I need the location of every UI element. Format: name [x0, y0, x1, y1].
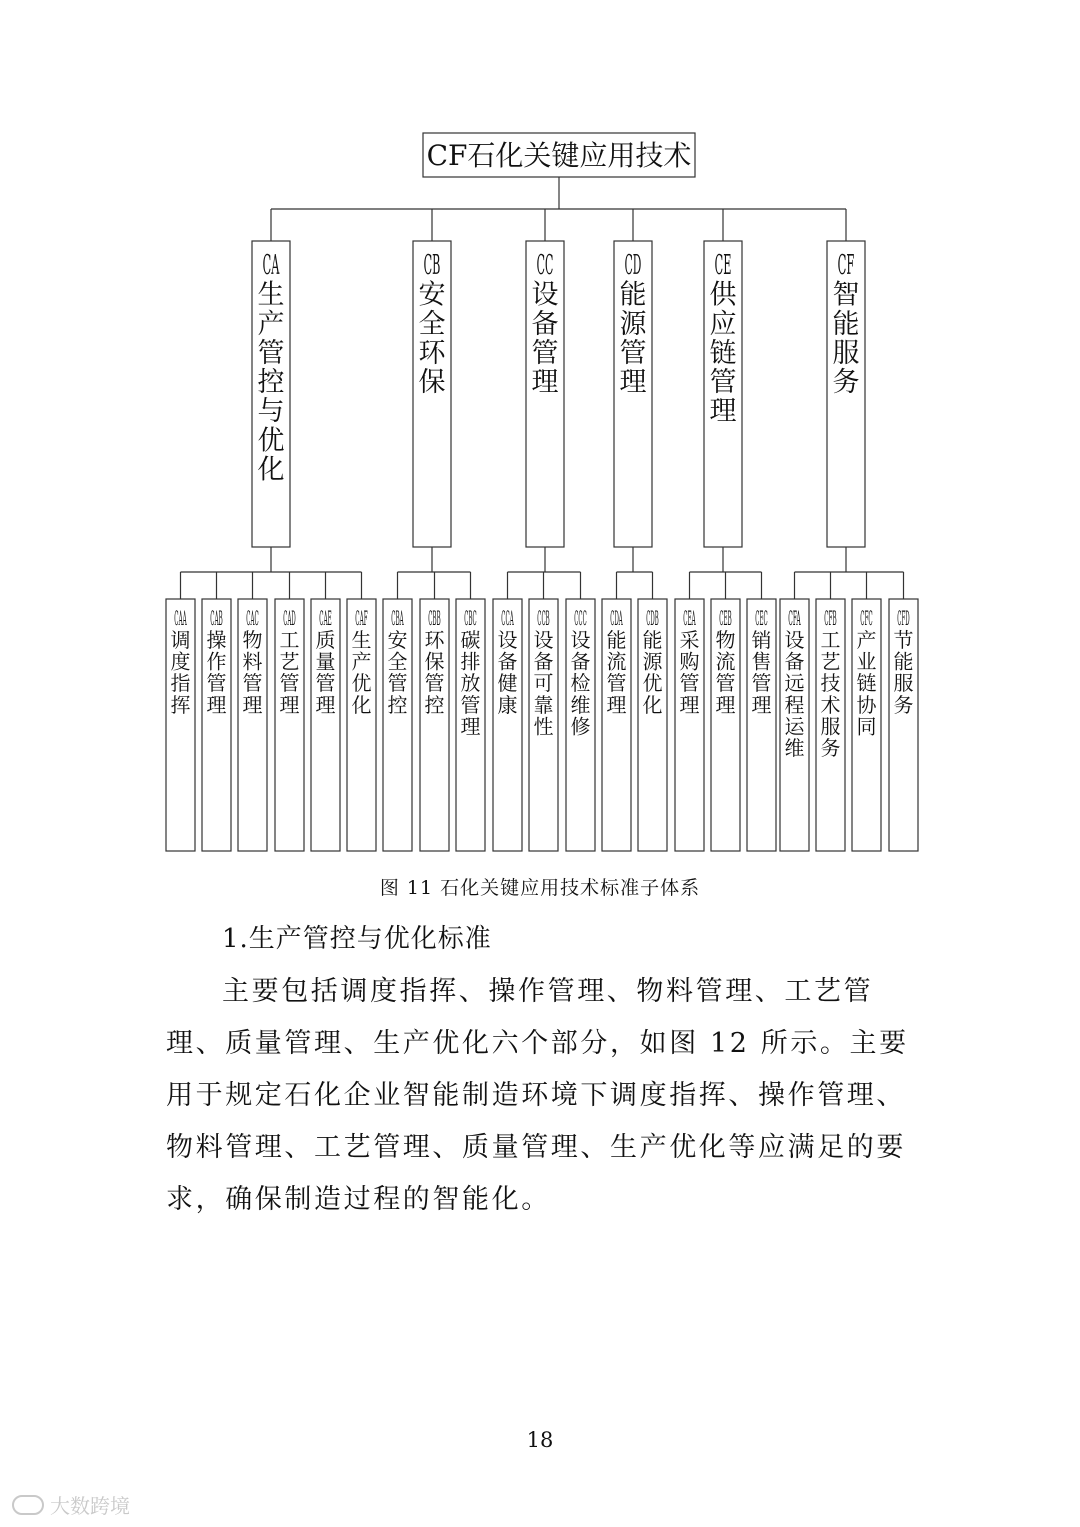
svg-text:运: 运: [784, 714, 805, 739]
svg-text:理: 理: [531, 367, 559, 399]
svg-text:流: 流: [715, 649, 736, 674]
svg-text:管: 管: [460, 692, 481, 717]
svg-text:销: 销: [751, 628, 772, 652]
svg-text:控: 控: [387, 692, 408, 717]
svg-text:智: 智: [832, 279, 860, 311]
page-number: 18: [526, 1428, 554, 1452]
body-paragraph: 主要包括调度指挥、操作管理、物料管理、工艺管理、质量管理、生产优化六个部分，如图 12 所示。主要用于规定石化企业智能制造环境下调度指挥、操作管理、物料管理、工艺管理、质量管理、生产优化等应满足的要求，确保制造过程的智能化。: [166, 976, 909, 1215]
svg-text:管: 管: [751, 671, 772, 696]
svg-text:优: 优: [351, 671, 372, 696]
svg-text:CFA: CFA: [788, 606, 801, 630]
svg-text:管: 管: [531, 337, 559, 369]
svg-text:管: 管: [424, 671, 445, 696]
svg-text:与: 与: [257, 396, 285, 428]
svg-text:指: 指: [170, 671, 191, 696]
svg-text:化: 化: [642, 692, 663, 717]
branch-node-label: [258, 250, 285, 486]
svg-text:健: 健: [497, 671, 518, 696]
svg-text:能: 能: [893, 649, 914, 674]
svg-text:CEA: CEA: [683, 606, 696, 630]
svg-text:化: 化: [257, 454, 285, 486]
svg-text:产: 产: [257, 308, 285, 340]
svg-text:量: 量: [315, 649, 336, 674]
svg-text:挥: 挥: [170, 692, 191, 717]
svg-text:理: 理: [679, 692, 700, 717]
svg-text:技: 技: [820, 671, 841, 696]
svg-text:排: 排: [460, 649, 481, 674]
svg-text:CAE: CAE: [319, 606, 332, 630]
svg-text:管: 管: [242, 671, 263, 696]
svg-text:管: 管: [606, 671, 627, 696]
svg-text:理: 理: [751, 692, 772, 717]
leaf-node-label: [821, 606, 841, 760]
svg-text:保: 保: [418, 367, 446, 399]
svg-text:安: 安: [418, 279, 446, 311]
svg-text:CEC: CEC: [755, 606, 768, 630]
svg-text:CAF: CAF: [355, 606, 368, 630]
svg-text:管: 管: [279, 671, 300, 696]
svg-text:料: 料: [242, 649, 263, 674]
svg-text:康: 康: [497, 692, 518, 717]
svg-text:CFC: CFC: [860, 606, 873, 630]
svg-text:同: 同: [856, 714, 877, 739]
svg-text:源: 源: [619, 308, 647, 340]
svg-text:优: 优: [257, 425, 285, 457]
svg-text:产: 产: [351, 649, 372, 674]
svg-text:CF: CF: [837, 249, 855, 281]
watermark: [12, 1490, 130, 1519]
svg-text:理: 理: [460, 714, 481, 739]
svg-text:CC: CC: [536, 249, 554, 281]
svg-text:管: 管: [709, 367, 737, 399]
svg-text:靠: 靠: [533, 692, 554, 717]
svg-text:远: 远: [784, 671, 805, 696]
section-heading: 1.生产管控与优化标准: [222, 924, 492, 954]
svg-text:理: 理: [315, 692, 336, 717]
svg-text:应: 应: [709, 308, 737, 340]
root-node-label: CF石化关键应用技术: [426, 139, 692, 172]
svg-text:维: 维: [784, 736, 805, 760]
svg-text:CBB: CBB: [428, 606, 441, 630]
watermark-logo-icon: [12, 1495, 44, 1515]
svg-text:维: 维: [570, 692, 591, 717]
svg-text:能: 能: [832, 308, 860, 340]
svg-text:节: 节: [893, 628, 914, 652]
svg-text:调: 调: [170, 628, 191, 652]
svg-text:质: 质: [315, 628, 336, 652]
svg-text:设: 设: [497, 628, 518, 652]
watermark-text: 大数跨境: [50, 1494, 130, 1518]
svg-text:环: 环: [418, 337, 446, 369]
svg-text:理: 理: [709, 396, 737, 428]
leaf-node-label: [785, 606, 806, 760]
svg-text:作: 作: [206, 649, 227, 674]
svg-text:CAB: CAB: [210, 606, 223, 630]
svg-text:售: 售: [751, 649, 772, 674]
svg-text:CCB: CCB: [537, 606, 550, 630]
svg-text:能: 能: [642, 628, 663, 652]
svg-text:化: 化: [351, 692, 372, 717]
svg-text:CAA: CAA: [174, 606, 187, 630]
svg-text:工: 工: [279, 628, 300, 652]
svg-text:度: 度: [170, 649, 191, 674]
svg-text:CBC: CBC: [464, 606, 477, 630]
svg-text:设: 设: [531, 279, 559, 311]
svg-text:采: 采: [679, 628, 700, 652]
svg-text:理: 理: [715, 692, 736, 717]
svg-text:CAC: CAC: [246, 606, 259, 630]
svg-text:控: 控: [424, 692, 445, 717]
svg-text:服: 服: [832, 337, 860, 369]
svg-text:链: 链: [709, 337, 737, 369]
svg-text:理: 理: [242, 692, 263, 717]
svg-text:CD: CD: [624, 249, 642, 281]
svg-text:性: 性: [533, 714, 554, 739]
svg-text:设: 设: [570, 628, 591, 652]
svg-text:艺: 艺: [279, 649, 300, 674]
svg-text:修: 修: [570, 714, 591, 739]
svg-text:服: 服: [893, 671, 914, 696]
svg-text:服: 服: [820, 714, 841, 739]
svg-text:操: 操: [206, 628, 227, 652]
svg-text:务: 务: [820, 736, 841, 760]
svg-text:业: 业: [856, 649, 877, 674]
svg-text:碳: 碳: [460, 628, 481, 652]
svg-text:备: 备: [533, 649, 554, 674]
svg-text:设: 设: [533, 628, 554, 652]
svg-text:理: 理: [206, 692, 227, 717]
svg-text:备: 备: [497, 649, 518, 674]
svg-text:艺: 艺: [820, 649, 841, 674]
svg-text:CFB: CFB: [824, 606, 837, 630]
svg-text:检: 检: [570, 671, 591, 696]
svg-text:保: 保: [424, 649, 445, 674]
svg-text:管: 管: [679, 671, 700, 696]
svg-text:协: 协: [856, 692, 877, 717]
svg-text:供: 供: [709, 279, 737, 311]
svg-text:CDB: CDB: [646, 606, 659, 630]
svg-text:全: 全: [387, 649, 408, 674]
svg-text:CCC: CCC: [574, 606, 587, 630]
svg-text:物: 物: [242, 628, 263, 652]
svg-text:CCA: CCA: [501, 606, 514, 630]
svg-text:CFD: CFD: [897, 606, 910, 630]
svg-text:可: 可: [533, 671, 554, 696]
svg-text:术: 术: [820, 692, 841, 717]
figure-caption: 图 11 石化关键应用技术标准子体系: [379, 877, 701, 899]
svg-text:CDA: CDA: [610, 606, 623, 630]
svg-text:生: 生: [351, 628, 372, 652]
svg-text:全: 全: [418, 308, 446, 340]
svg-text:能: 能: [606, 628, 627, 652]
svg-text:理: 理: [606, 692, 627, 717]
svg-text:务: 务: [832, 367, 860, 399]
svg-text:优: 优: [642, 671, 663, 696]
svg-text:能: 能: [619, 279, 647, 311]
svg-text:理: 理: [619, 367, 647, 399]
svg-text:购: 购: [679, 649, 700, 674]
svg-text:管: 管: [619, 337, 647, 369]
svg-text:备: 备: [531, 308, 559, 340]
svg-text:环: 环: [424, 628, 445, 652]
svg-text:管: 管: [257, 337, 285, 369]
svg-text:源: 源: [642, 649, 663, 674]
svg-text:程: 程: [784, 692, 805, 717]
svg-text:安: 安: [387, 628, 408, 652]
svg-text:工: 工: [820, 628, 841, 652]
svg-text:CA: CA: [262, 249, 280, 281]
svg-text:CE: CE: [714, 249, 732, 281]
svg-text:生: 生: [257, 279, 285, 311]
svg-text:放: 放: [460, 671, 481, 696]
svg-text:CBA: CBA: [391, 606, 404, 630]
svg-text:务: 务: [893, 692, 914, 717]
svg-text:控: 控: [257, 367, 285, 399]
svg-text:产: 产: [856, 628, 877, 652]
svg-text:管: 管: [715, 671, 736, 696]
svg-text:备: 备: [784, 649, 805, 674]
svg-text:CB: CB: [423, 249, 441, 281]
svg-text:流: 流: [606, 649, 627, 674]
svg-text:备: 备: [570, 649, 591, 674]
svg-text:物: 物: [715, 628, 736, 652]
svg-text:管: 管: [315, 671, 336, 696]
svg-text:CEB: CEB: [719, 606, 732, 630]
svg-text:管: 管: [206, 671, 227, 696]
svg-text:CAD: CAD: [283, 606, 296, 630]
svg-text:设: 设: [784, 628, 805, 652]
svg-text:链: 链: [856, 671, 877, 696]
svg-text:理: 理: [279, 692, 300, 717]
svg-text:管: 管: [387, 671, 408, 696]
